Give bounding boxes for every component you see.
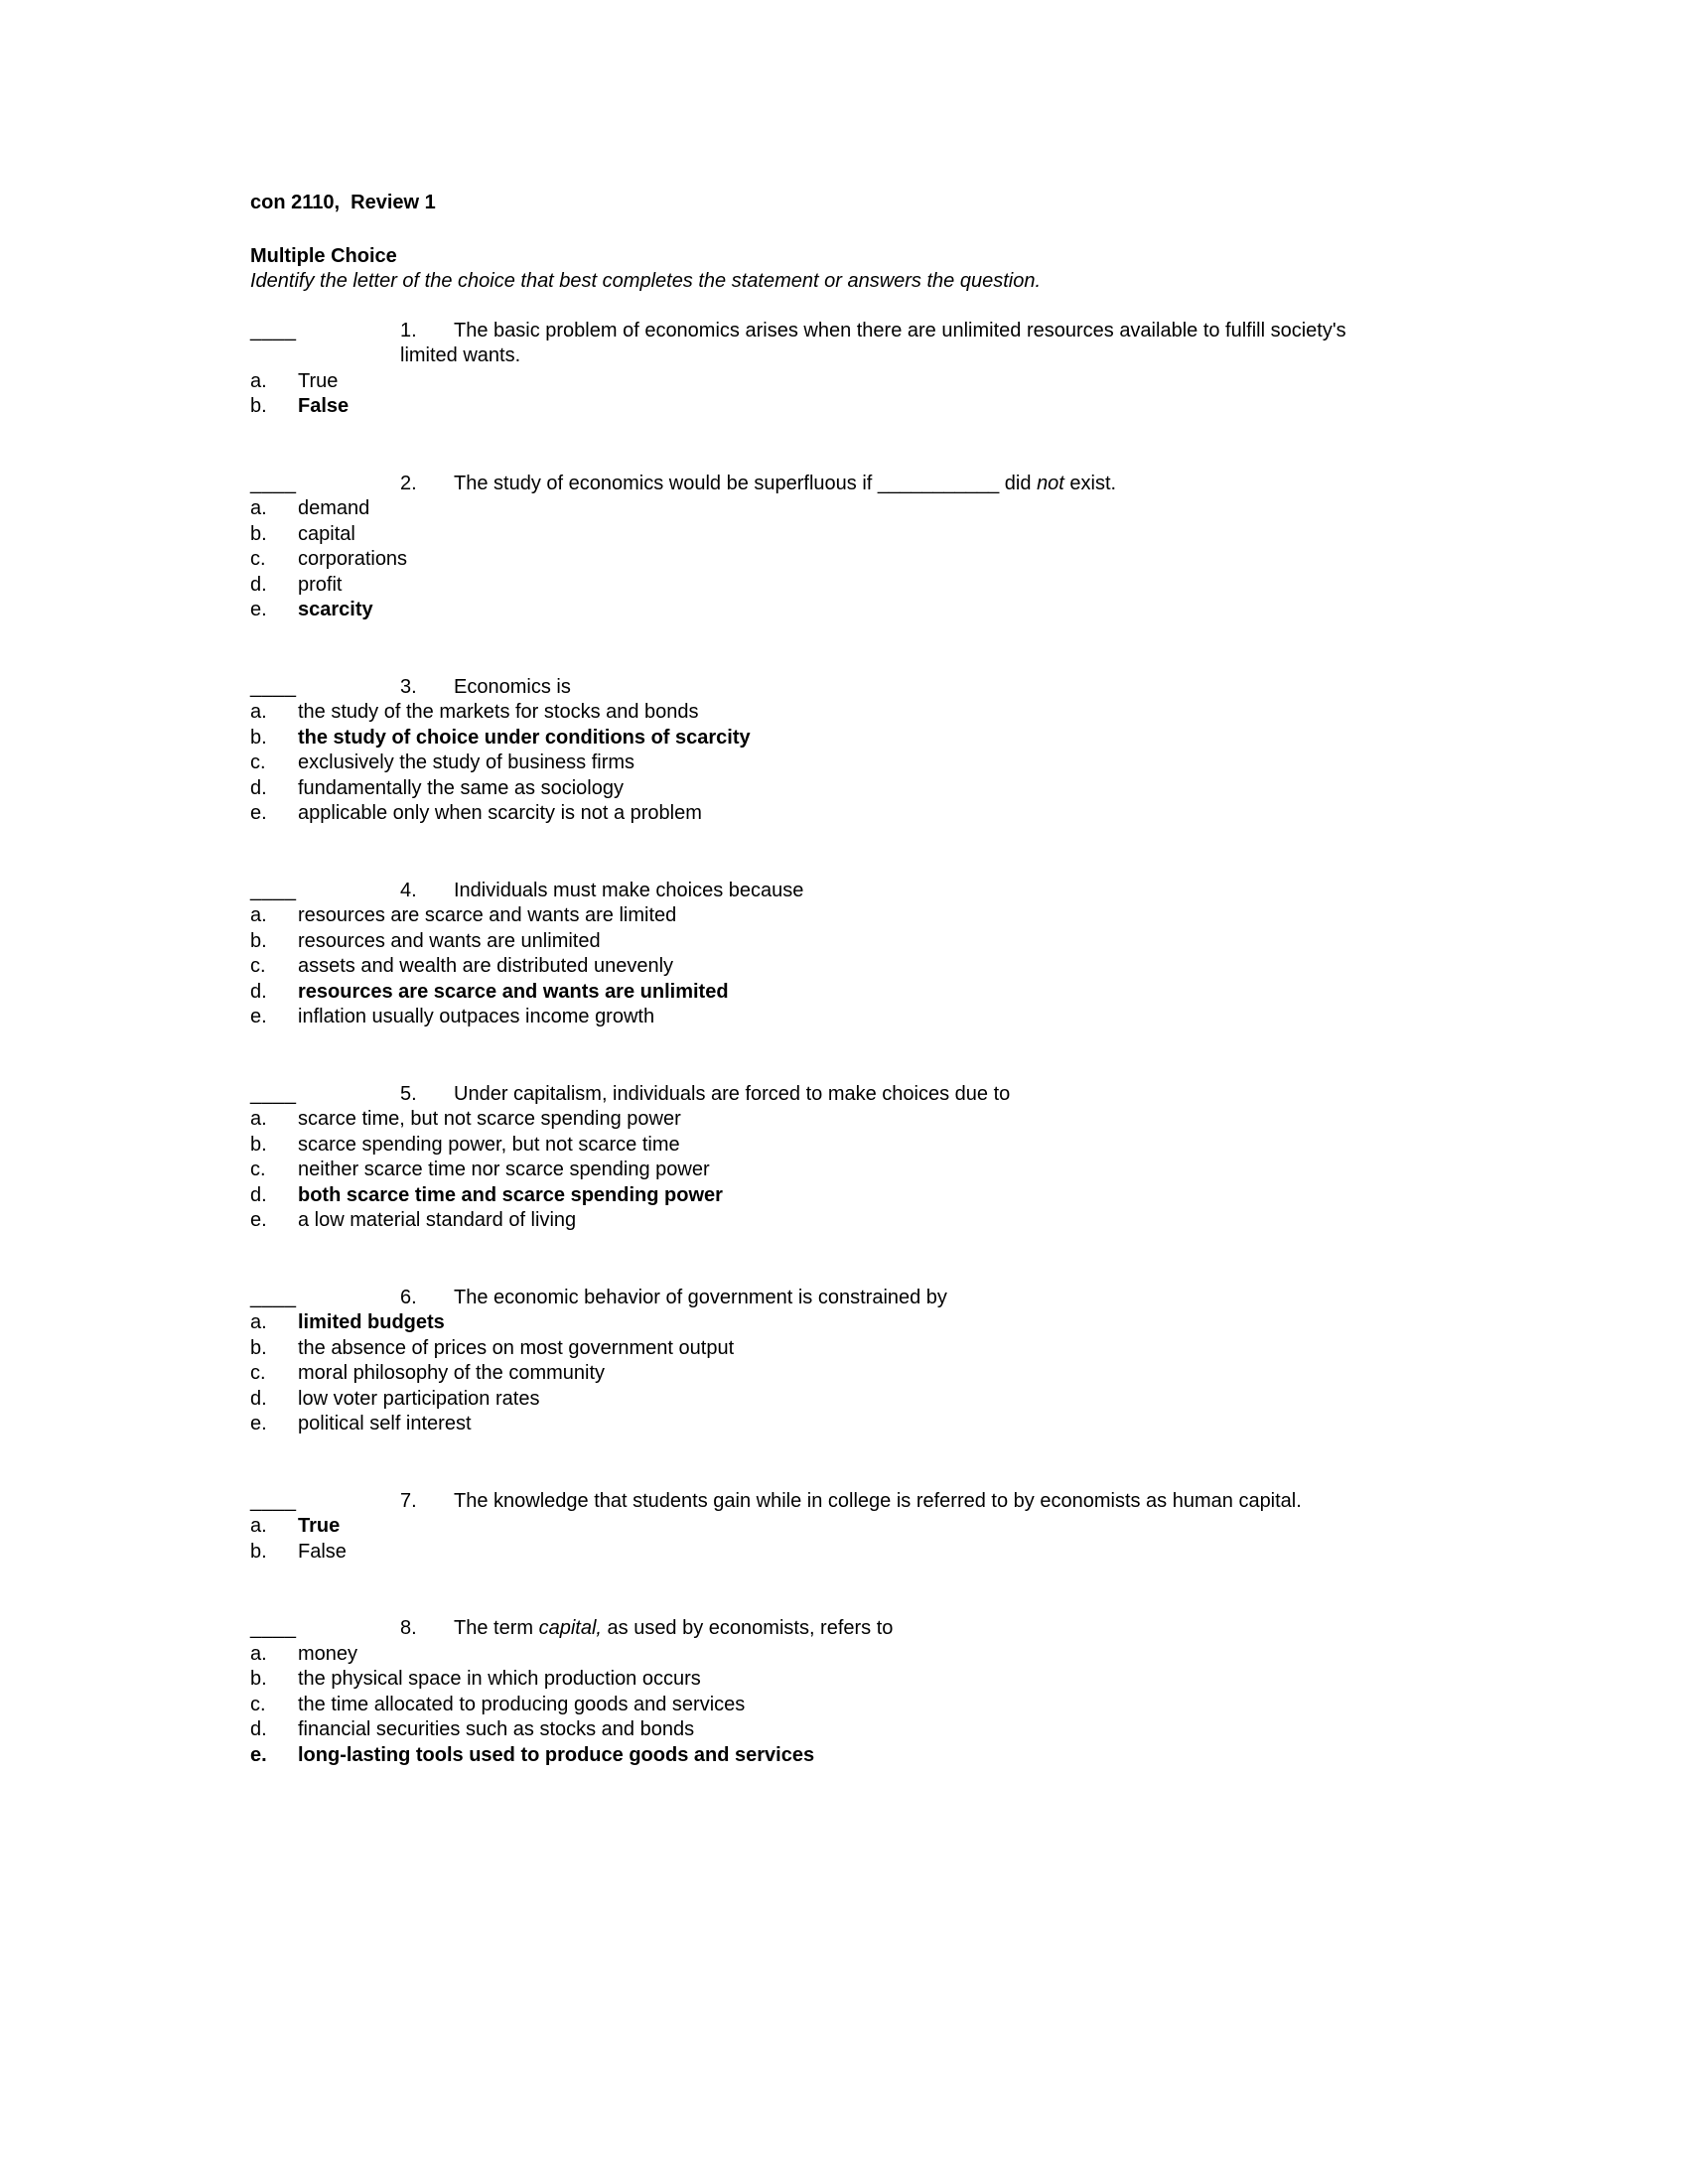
choice-row (250, 1514, 1688, 1540)
choice-letter: e. (250, 1209, 267, 1231)
choices-list (250, 1107, 1688, 1234)
choice-text: demand (298, 497, 370, 519)
question-number: 5. (400, 1082, 417, 1105)
choice-letter: a. (250, 904, 267, 926)
choice-letter: b. (250, 1668, 267, 1690)
choice-row (250, 1107, 1688, 1133)
question-text (454, 676, 571, 698)
choice-text: corporations (298, 548, 408, 570)
choices-list (250, 1642, 1688, 1769)
choices-list (250, 903, 1688, 1030)
choice-row (250, 1361, 1688, 1387)
choice-text: fundamentally the same as sociology (298, 776, 624, 799)
choice-row (250, 726, 1688, 751)
question-body (400, 1082, 1408, 1108)
choice-letter: b. (250, 1336, 267, 1359)
choice-text: long-lasting tools used to produce goods and services (298, 1743, 815, 1766)
choice-row (250, 980, 1688, 1006)
choice-letter: c. (250, 1362, 266, 1384)
choice-letter: c. (250, 955, 266, 977)
choice-letter: c. (250, 548, 266, 570)
choice-text: resources and wants are unlimited (298, 929, 601, 952)
question-text-segment: The basic problem of economics arises when there are unlimited resources available to fulfill society's limited wants. (400, 319, 1346, 366)
choice-row (250, 547, 1688, 573)
choice-letter: a. (250, 1515, 267, 1537)
choice-row (250, 903, 1688, 929)
answer-blank: ____ (250, 1082, 297, 1105)
question-number: 1. (400, 319, 417, 341)
choice-text: low voter participation rates (298, 1387, 540, 1410)
choice-letter: e. (250, 1413, 267, 1434)
question-text-segment: The study of economics would be superfluous if ___________ did (454, 472, 1038, 494)
choice-row (250, 573, 1688, 599)
choice-row (250, 1743, 1688, 1769)
choice-text: moral philosophy of the community (298, 1362, 606, 1384)
choice-text: False (298, 395, 350, 417)
choice-letter: a. (250, 1642, 267, 1665)
choice-letter: d. (250, 1183, 267, 1206)
question-text (400, 320, 1346, 367)
question-text-segment: Individuals must make choices because (454, 879, 804, 901)
question-block (250, 472, 1688, 623)
choices-list (250, 496, 1688, 623)
question-text-segment: as used by economists, refers to (601, 1617, 894, 1639)
choice-letter: b. (250, 726, 267, 749)
choice-text: applicable only when scarcity is not a problem (298, 802, 702, 824)
question-text-segment: The economic behavior of government is constrained by (454, 1286, 947, 1308)
choice-row (250, 1717, 1688, 1743)
choice-text: assets and wealth are distributed unevenly (298, 955, 674, 977)
question-block (250, 1616, 1688, 1768)
question-block (250, 1489, 1688, 1566)
choice-row (250, 751, 1688, 776)
choice-text: money (298, 1642, 358, 1665)
choices-list (250, 369, 1688, 420)
question-text (454, 1083, 1010, 1105)
question-number: 3. (400, 675, 417, 698)
question-number: 2. (400, 472, 417, 494)
question-number: 7. (400, 1489, 417, 1512)
choice-row (250, 929, 1688, 955)
question-text-segment: exist. (1063, 472, 1117, 494)
question-body (400, 1489, 1408, 1515)
choice-text: capital (298, 522, 355, 545)
question-text (454, 473, 1116, 494)
choice-letter: e. (250, 1743, 267, 1766)
choice-row (250, 1005, 1688, 1030)
question-text (454, 1287, 947, 1308)
choice-text: scarce spending power, but not scarce time (298, 1133, 680, 1156)
question-line (250, 879, 1688, 904)
question-block (250, 1286, 1688, 1437)
choices-list (250, 1310, 1688, 1437)
choice-row (250, 954, 1688, 980)
question-block (250, 1082, 1688, 1234)
choice-text: the physical space in which production occurs (298, 1668, 701, 1690)
question-text (454, 1617, 893, 1639)
choice-row (250, 1133, 1688, 1159)
choice-text: scarce time, but not scarce spending power (298, 1108, 681, 1130)
choice-text: exclusively the study of business firms (298, 751, 635, 773)
choice-row (250, 700, 1688, 726)
choice-text: inflation usually outpaces income growth (298, 1006, 655, 1027)
choices-list (250, 700, 1688, 827)
choice-text: the study of the markets for stocks and bonds (298, 701, 699, 723)
choice-row (250, 1412, 1688, 1437)
choice-row (250, 1693, 1688, 1718)
instructions-text: Identify the letter of the choice that best completes the statement or answers the question. (250, 270, 1042, 292)
choice-text: a low material standard of living (298, 1209, 577, 1231)
choice-text: resources are scarce and wants are unlimited (298, 980, 729, 1003)
section-heading: Multiple Choice (250, 244, 397, 267)
choice-text: profit (298, 573, 343, 596)
question-text-segment: not (1037, 472, 1064, 494)
answer-blank: ____ (250, 879, 297, 901)
choice-text: resources are scarce and wants are limited (298, 904, 677, 926)
choice-text: limited budgets (298, 1311, 445, 1333)
question-number: 8. (400, 1617, 417, 1639)
choice-text: the time allocated to producing goods and services (298, 1693, 746, 1715)
choice-letter: d. (250, 1718, 267, 1740)
choice-letter: c. (250, 1693, 266, 1715)
choice-row (250, 801, 1688, 827)
question-body (400, 319, 1408, 369)
choice-text: True (298, 1515, 341, 1537)
question-line (250, 1286, 1688, 1311)
question-text-segment: Economics is (454, 675, 571, 698)
choice-row (250, 1336, 1688, 1362)
choice-letter: d. (250, 1387, 267, 1410)
question-block (250, 319, 1688, 420)
choice-letter: a. (250, 701, 267, 723)
question-body (400, 1286, 1408, 1311)
question-line (250, 319, 1688, 369)
answer-blank: ____ (250, 1286, 297, 1308)
question-line (250, 1616, 1688, 1642)
choice-letter: c. (250, 751, 266, 773)
question-number: 6. (400, 1286, 417, 1308)
choice-row (250, 1158, 1688, 1183)
choice-letter: a. (250, 1311, 267, 1333)
question-block (250, 879, 1688, 1030)
choice-letter: a. (250, 369, 267, 392)
questions-list (250, 319, 1688, 1769)
answer-blank: ____ (250, 1489, 297, 1512)
choice-text: neither scarce time nor scarce spending power (298, 1159, 710, 1180)
choice-row (250, 1208, 1688, 1234)
choice-row (250, 1310, 1688, 1336)
choice-text: political self interest (298, 1413, 472, 1434)
question-text-segment: Under capitalism, individuals are forced to make choices due to (454, 1082, 1011, 1105)
choice-row (250, 1642, 1688, 1668)
choice-text: both scarce time and scarce spending power (298, 1183, 723, 1206)
choice-row (250, 394, 1688, 420)
question-text-segment: The term (454, 1617, 539, 1639)
question-text (454, 1490, 1302, 1512)
question-line (250, 1082, 1688, 1108)
choice-row (250, 776, 1688, 802)
question-number: 4. (400, 879, 417, 901)
choice-text: scarcity (298, 599, 373, 620)
answer-blank: ____ (250, 319, 297, 341)
choice-letter: b. (250, 1133, 267, 1156)
question-body (400, 879, 1408, 904)
page-title: con 2110, Review 1 (250, 192, 436, 213)
choice-row (250, 1540, 1688, 1566)
choice-row (250, 1667, 1688, 1693)
choice-row (250, 522, 1688, 548)
choice-row (250, 496, 1688, 522)
question-body (400, 472, 1408, 497)
choice-text: True (298, 369, 339, 392)
choice-row (250, 369, 1688, 395)
choice-text: False (298, 1540, 347, 1563)
choice-letter: b. (250, 1540, 267, 1563)
choice-text: the absence of prices on most government output (298, 1336, 735, 1359)
choice-letter: e. (250, 1006, 267, 1027)
choice-letter: e. (250, 802, 267, 824)
choice-row (250, 1387, 1688, 1413)
choice-letter: b. (250, 395, 267, 417)
choice-letter: b. (250, 522, 267, 545)
choice-letter: d. (250, 573, 267, 596)
choice-letter: d. (250, 776, 267, 799)
choice-letter: a. (250, 1108, 267, 1130)
choice-text: the study of choice under conditions of scarcity (298, 726, 751, 749)
choice-letter: a. (250, 497, 267, 519)
question-line (250, 472, 1688, 497)
answer-blank: ____ (250, 1617, 297, 1639)
question-block (250, 675, 1688, 827)
choice-letter: b. (250, 929, 267, 952)
question-line (250, 675, 1688, 701)
question-line (250, 1489, 1688, 1515)
choice-letter: d. (250, 980, 267, 1003)
question-text-segment: The knowledge that students gain while in college is referred to by economists as human capital. (454, 1489, 1302, 1512)
choice-letter: c. (250, 1159, 266, 1180)
choice-row (250, 598, 1688, 623)
question-body (400, 675, 1408, 701)
question-body (400, 1616, 1408, 1642)
answer-blank: ____ (250, 472, 297, 494)
question-text (454, 880, 803, 901)
question-text-segment: capital, (538, 1617, 602, 1639)
answer-blank: ____ (250, 675, 297, 698)
choice-text: financial securities such as stocks and bonds (298, 1718, 695, 1740)
choice-row (250, 1183, 1688, 1209)
choice-letter: e. (250, 599, 267, 620)
choices-list (250, 1514, 1688, 1565)
